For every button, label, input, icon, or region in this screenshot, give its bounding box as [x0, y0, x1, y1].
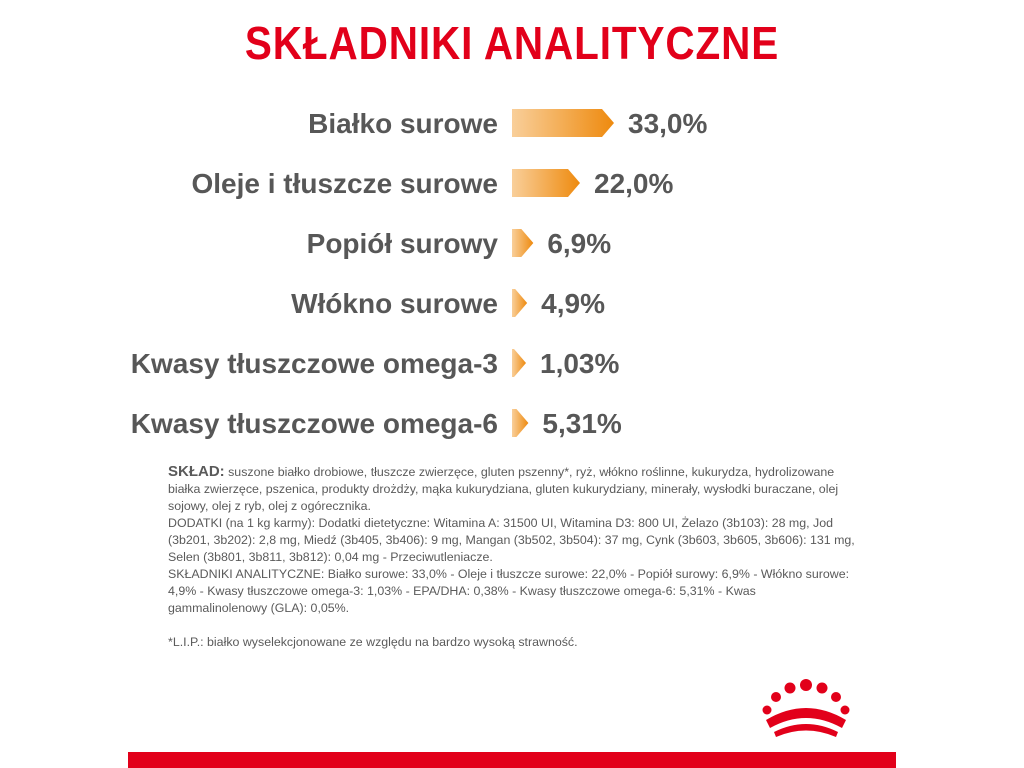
- bar: [512, 409, 528, 437]
- category-label: Kwasy tłuszczowe omega-3: [130, 348, 498, 379]
- composition-text: [168, 463, 858, 651]
- category-label: Białko surowe: [308, 108, 498, 139]
- composition-ingredients: [168, 463, 858, 515]
- bar: [512, 169, 580, 197]
- category-label: Oleje i tłuszcze surowe: [191, 168, 498, 199]
- value-label: 1,03%: [540, 348, 620, 379]
- bar: [512, 109, 614, 137]
- composition-lead: SKŁAD:: [168, 463, 225, 480]
- composition-analytical: SKŁADNIKI ANALITYCZNE: Białko surowe: 33,0% - Oleje i tłuszcze surowe: 22,0% - Popiół surowy: 6,9% - Włókno surowe: 4,9% - Kwasy tłuszczowe omega-3: 1,03% - EPA/DHA: 0,38% - Kwasy tłuszczowe omega-6: 5,31% - Kwas gammalinolenowy (GLA): 0,05%.: [168, 567, 850, 615]
- composition-additives: DODATKI (na 1 kg karmy): Dodatki dietetyczne: Witamina A: 31500 UI, Witamina D3: 800 UI, Żelazo (3b103): 28 mg, Jod (3b201, 3b202): 2,8 mg, Miedź (3b405, 3b406): 9 mg, Mangan (3b502, 3b504): 37 mg, Cynk (3b603, 3b605, 3b606): 131 mg, Selen (3b801, 3b811, 3b812): 0,04 mg - Przeciwutleniacze.: [168, 516, 855, 564]
- category-label: Kwasy tłuszczowe omega-6: [130, 408, 498, 439]
- royal-canin-crown-icon: [756, 676, 856, 740]
- value-label: 22,0%: [594, 168, 674, 199]
- value-label: 6,9%: [547, 228, 612, 259]
- composition-footnote: *L.I.P.: białko wyselekcjonowane ze względu na bardzo wysoką strawność.: [168, 635, 578, 649]
- category-label: Włókno surowe: [291, 288, 498, 319]
- bar: [512, 289, 527, 317]
- value-label: 5,31%: [542, 408, 622, 439]
- value-label: 33,0%: [628, 108, 708, 139]
- value-label: 4,9%: [541, 288, 605, 319]
- nutrient-bar-chart: [0, 90, 1024, 450]
- category-label: Popiół surowy: [306, 228, 498, 259]
- bottom-accent-bar: [128, 752, 896, 768]
- composition-ingredients-text: suszone białko drobiowe, tłuszcze zwierzęce, gluten pszenny*, ryż, włókno roślinne, kukurydza, hydrolizowane białka zwierzęce, pszenica, produkty drożdży, mąka kukurydziana, gluten kukurydziany, minerały, wysłodki buraczane, olej sojowy, olej z ryb, olej z ogórecznika.: [168, 465, 839, 513]
- page-title: SKŁADNIKI ANALITYCZNE: [244, 17, 780, 69]
- bar: [512, 229, 533, 257]
- bar: [512, 349, 526, 377]
